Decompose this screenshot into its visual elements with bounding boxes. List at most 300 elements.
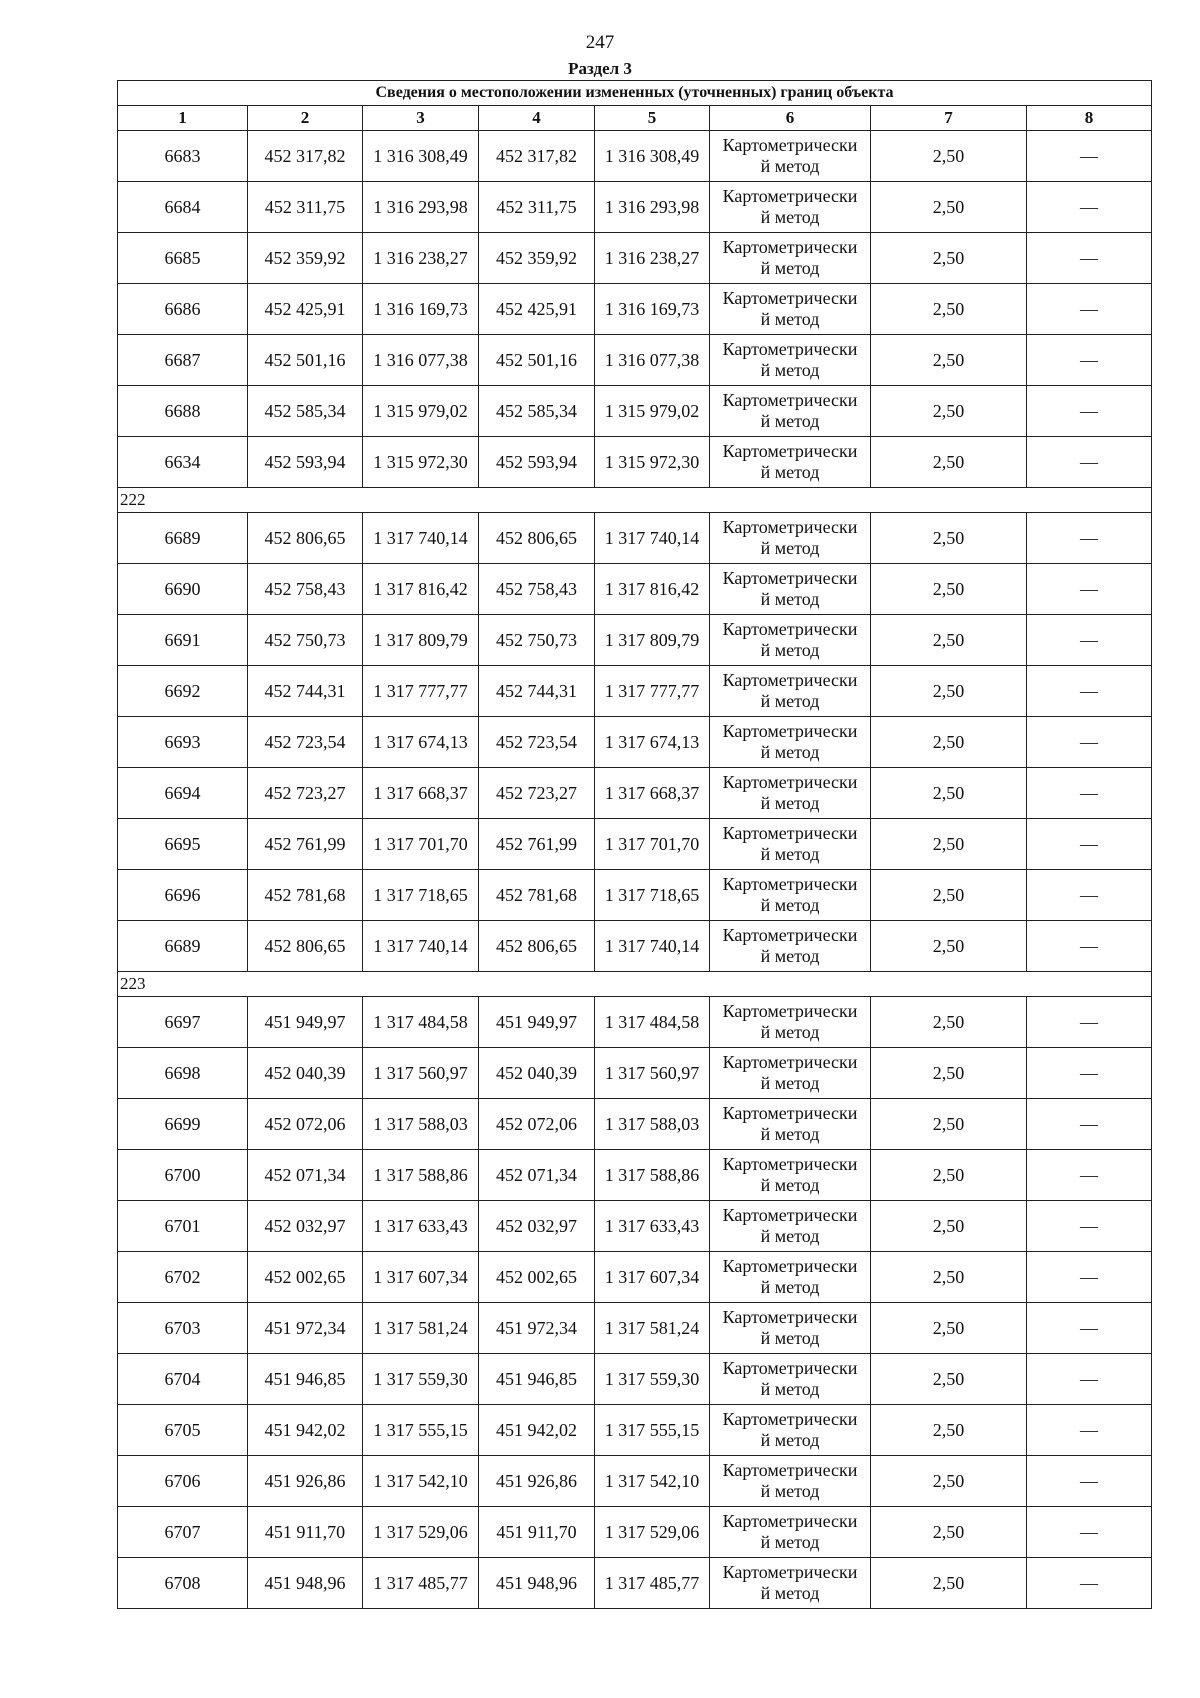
method-line: Картометрически	[722, 390, 858, 410]
table-row	[118, 233, 1152, 284]
accuracy-cell: 2,50	[871, 1099, 1027, 1150]
coord-cell: 1 317 529,06	[595, 1507, 710, 1558]
method-line: й метод	[760, 640, 820, 660]
coord-cell: 1 315 979,02	[595, 386, 710, 437]
coord-cell: 452 072,06	[248, 1099, 363, 1150]
point-number-cell: 6700	[118, 1150, 248, 1201]
column-number-3: 3	[363, 106, 479, 131]
method-cell	[710, 1507, 871, 1558]
accuracy-cell: 2,50	[871, 1456, 1027, 1507]
coord-cell: 452 359,92	[248, 233, 363, 284]
coord-cell: 451 926,86	[248, 1456, 363, 1507]
point-number-cell: 6695	[118, 819, 248, 870]
point-number-cell: 6685	[118, 233, 248, 284]
coord-cell: 452 425,91	[479, 284, 595, 335]
coord-cell: 452 723,54	[248, 717, 363, 768]
method-line: Картометрически	[722, 925, 858, 945]
coord-cell: 1 315 972,30	[595, 437, 710, 488]
point-number-cell: 6689	[118, 513, 248, 564]
coord-cell: 1 315 979,02	[363, 386, 479, 437]
accuracy-cell: 2,50	[871, 870, 1027, 921]
table-body	[118, 131, 1152, 1609]
coord-cell: 1 317 581,24	[363, 1303, 479, 1354]
column-number-7: 7	[871, 106, 1027, 131]
coord-cell: 1 317 701,70	[595, 819, 710, 870]
description-cell: —	[1027, 997, 1152, 1048]
table-row	[118, 768, 1152, 819]
accuracy-cell: 2,50	[871, 1150, 1027, 1201]
coord-cell: 1 317 588,03	[363, 1099, 479, 1150]
coord-cell: 1 317 633,43	[363, 1201, 479, 1252]
description-cell: —	[1027, 1150, 1152, 1201]
coord-cell: 452 723,54	[479, 717, 595, 768]
coord-cell: 452 311,75	[479, 182, 595, 233]
method-cell	[710, 1303, 871, 1354]
accuracy-cell: 2,50	[871, 233, 1027, 284]
coord-cell: 1 317 588,86	[363, 1150, 479, 1201]
method-line: й метод	[760, 411, 820, 431]
method-line: Картометрически	[722, 1511, 858, 1531]
coord-cell: 451 948,96	[248, 1558, 363, 1609]
table-row	[118, 615, 1152, 666]
coord-cell: 452 750,73	[248, 615, 363, 666]
table-row	[118, 1048, 1152, 1099]
coord-cell: 1 315 972,30	[363, 437, 479, 488]
description-cell: —	[1027, 870, 1152, 921]
point-number-cell: 6692	[118, 666, 248, 717]
coord-cell: 451 942,02	[479, 1405, 595, 1456]
description-cell: —	[1027, 1456, 1152, 1507]
method-line: й метод	[760, 691, 820, 711]
coord-cell: 451 946,85	[479, 1354, 595, 1405]
method-cell	[710, 768, 871, 819]
table-caption: Сведения о местоположении измененных (уточненных) границ объекта	[118, 81, 1152, 106]
column-number-2: 2	[248, 106, 363, 131]
table-row	[118, 870, 1152, 921]
method-line: Картометрически	[722, 1562, 858, 1582]
method-line: Картометрически	[722, 1205, 858, 1225]
description-cell: —	[1027, 819, 1152, 870]
description-cell: —	[1027, 768, 1152, 819]
accuracy-cell: 2,50	[871, 335, 1027, 386]
coord-cell: 1 317 816,42	[363, 564, 479, 615]
coord-cell: 451 946,85	[248, 1354, 363, 1405]
method-line: й метод	[760, 1532, 820, 1552]
coord-cell: 452 040,39	[248, 1048, 363, 1099]
description-cell: —	[1027, 615, 1152, 666]
table-row	[118, 335, 1152, 386]
method-cell	[710, 1252, 871, 1303]
coord-cell: 1 317 718,65	[595, 870, 710, 921]
coord-cell: 1 316 238,27	[595, 233, 710, 284]
coord-cell: 1 317 777,77	[363, 666, 479, 717]
method-cell	[710, 1405, 871, 1456]
point-number-cell: 6691	[118, 615, 248, 666]
coord-cell: 452 425,91	[248, 284, 363, 335]
page-number: 247	[585, 32, 615, 53]
coord-cell: 1 316 293,98	[595, 182, 710, 233]
point-number-cell: 6699	[118, 1099, 248, 1150]
point-number-cell: 6705	[118, 1405, 248, 1456]
method-line: й метод	[760, 895, 820, 915]
coord-cell: 452 585,34	[248, 386, 363, 437]
description-cell: —	[1027, 1354, 1152, 1405]
method-line: Картометрически	[722, 135, 858, 155]
coord-cell: 1 317 485,77	[363, 1558, 479, 1609]
table-row	[118, 921, 1152, 972]
coord-cell: 451 948,96	[479, 1558, 595, 1609]
table-row	[118, 819, 1152, 870]
method-cell	[710, 1558, 871, 1609]
column-number-6: 6	[710, 106, 871, 131]
accuracy-cell: 2,50	[871, 1354, 1027, 1405]
method-line: Картометрически	[722, 1154, 858, 1174]
coord-cell: 451 972,34	[479, 1303, 595, 1354]
coord-cell: 1 317 484,58	[595, 997, 710, 1048]
table-row	[118, 717, 1152, 768]
coord-cell: 452 071,34	[479, 1150, 595, 1201]
coord-cell: 452 311,75	[248, 182, 363, 233]
coord-cell: 1 317 581,24	[595, 1303, 710, 1354]
accuracy-cell: 2,50	[871, 513, 1027, 564]
coord-cell: 452 002,65	[479, 1252, 595, 1303]
coord-cell: 1 317 633,43	[595, 1201, 710, 1252]
method-line: Картометрически	[722, 1460, 858, 1480]
coord-cell: 1 317 701,70	[363, 819, 479, 870]
accuracy-cell: 2,50	[871, 437, 1027, 488]
description-cell: —	[1027, 1405, 1152, 1456]
method-line: й метод	[760, 360, 820, 380]
coord-cell: 1 317 588,86	[595, 1150, 710, 1201]
method-line: Картометрически	[722, 670, 858, 690]
accuracy-cell: 2,50	[871, 819, 1027, 870]
coord-cell: 451 911,70	[479, 1507, 595, 1558]
coord-cell: 452 744,31	[479, 666, 595, 717]
table-row	[118, 1354, 1152, 1405]
coord-cell: 1 317 816,42	[595, 564, 710, 615]
coord-cell: 452 758,43	[248, 564, 363, 615]
coord-cell: 1 317 560,97	[363, 1048, 479, 1099]
coord-cell: 1 317 674,13	[595, 717, 710, 768]
accuracy-cell: 2,50	[871, 1558, 1027, 1609]
coord-cell: 1 317 542,10	[363, 1456, 479, 1507]
column-number-row	[118, 106, 1152, 131]
description-cell: —	[1027, 131, 1152, 182]
point-number-cell: 6704	[118, 1354, 248, 1405]
method-line: й метод	[760, 1481, 820, 1501]
coord-cell: 452 593,94	[248, 437, 363, 488]
description-cell: —	[1027, 921, 1152, 972]
coord-cell: 452 750,73	[479, 615, 595, 666]
coord-cell: 451 911,70	[248, 1507, 363, 1558]
description-cell: —	[1027, 513, 1152, 564]
description-cell: —	[1027, 717, 1152, 768]
coord-cell: 1 316 293,98	[363, 182, 479, 233]
method-line: й метод	[760, 1583, 820, 1603]
method-line: Картометрически	[722, 1001, 858, 1021]
method-line: Картометрически	[722, 1358, 858, 1378]
description-cell: —	[1027, 1099, 1152, 1150]
method-line: Картометрически	[722, 1256, 858, 1276]
method-line: Картометрически	[722, 721, 858, 741]
method-line: Картометрически	[722, 823, 858, 843]
coord-cell: 1 317 607,34	[595, 1252, 710, 1303]
accuracy-cell: 2,50	[871, 615, 1027, 666]
coord-cell: 452 806,65	[248, 513, 363, 564]
table-row	[118, 513, 1152, 564]
method-cell	[710, 564, 871, 615]
contour-label: 223	[118, 972, 1152, 997]
method-line: Картометрически	[722, 1052, 858, 1072]
description-cell: —	[1027, 1558, 1152, 1609]
method-cell	[710, 615, 871, 666]
accuracy-cell: 2,50	[871, 997, 1027, 1048]
point-number-cell: 6693	[118, 717, 248, 768]
table-row	[118, 564, 1152, 615]
point-number-cell: 6686	[118, 284, 248, 335]
coord-cell: 452 032,97	[479, 1201, 595, 1252]
table-row	[118, 1405, 1152, 1456]
contour-group-row	[118, 972, 1152, 997]
coord-cell: 451 972,34	[248, 1303, 363, 1354]
table-row	[118, 1303, 1152, 1354]
method-cell	[710, 182, 871, 233]
column-number-4: 4	[479, 106, 595, 131]
accuracy-cell: 2,50	[871, 768, 1027, 819]
method-cell	[710, 819, 871, 870]
method-line: й метод	[760, 258, 820, 278]
method-cell	[710, 335, 871, 386]
description-cell: —	[1027, 386, 1152, 437]
point-number-cell: 6688	[118, 386, 248, 437]
point-number-cell: 6698	[118, 1048, 248, 1099]
coord-cell: 452 501,16	[479, 335, 595, 386]
coord-cell: 1 317 740,14	[363, 513, 479, 564]
coord-cell: 1 317 740,14	[595, 513, 710, 564]
coord-cell: 1 317 542,10	[595, 1456, 710, 1507]
column-number-1: 1	[118, 106, 248, 131]
coord-cell: 452 744,31	[248, 666, 363, 717]
coord-cell: 1 317 740,14	[363, 921, 479, 972]
method-line: Картометрически	[722, 517, 858, 537]
table-row	[118, 997, 1152, 1048]
method-line: й метод	[760, 1175, 820, 1195]
coord-cell: 1 317 740,14	[595, 921, 710, 972]
method-line: й метод	[760, 1022, 820, 1042]
coord-cell: 1 317 668,37	[595, 768, 710, 819]
method-line: й метод	[760, 156, 820, 176]
accuracy-cell: 2,50	[871, 1303, 1027, 1354]
coord-cell: 1 317 560,97	[595, 1048, 710, 1099]
table-row	[118, 666, 1152, 717]
coord-cell: 452 585,34	[479, 386, 595, 437]
coord-cell: 452 593,94	[479, 437, 595, 488]
method-cell	[710, 1456, 871, 1507]
table-row	[118, 1507, 1152, 1558]
coord-cell: 1 316 169,73	[363, 284, 479, 335]
coord-cell: 452 723,27	[248, 768, 363, 819]
table-row	[118, 1201, 1152, 1252]
coord-cell: 452 040,39	[479, 1048, 595, 1099]
coord-cell: 1 317 668,37	[363, 768, 479, 819]
coord-cell: 451 949,97	[479, 997, 595, 1048]
method-line: Картометрически	[722, 186, 858, 206]
method-line: Картометрически	[722, 619, 858, 639]
coord-cell: 452 806,65	[248, 921, 363, 972]
point-number-cell: 6697	[118, 997, 248, 1048]
table-row	[118, 437, 1152, 488]
point-number-cell: 6690	[118, 564, 248, 615]
method-cell	[710, 1201, 871, 1252]
method-line: й метод	[760, 844, 820, 864]
method-line: й метод	[760, 1124, 820, 1144]
method-cell	[710, 997, 871, 1048]
table-row	[118, 386, 1152, 437]
table-row	[118, 1099, 1152, 1150]
coord-cell: 1 316 077,38	[363, 335, 479, 386]
accuracy-cell: 2,50	[871, 921, 1027, 972]
coord-cell: 1 317 529,06	[363, 1507, 479, 1558]
description-cell: —	[1027, 1507, 1152, 1558]
coord-cell: 452 761,99	[248, 819, 363, 870]
method-cell	[710, 921, 871, 972]
method-cell	[710, 666, 871, 717]
coord-cell: 1 317 559,30	[595, 1354, 710, 1405]
method-line: й метод	[760, 1430, 820, 1450]
point-number-cell: 6707	[118, 1507, 248, 1558]
section-title: Раздел 3	[568, 59, 632, 78]
method-line: й метод	[760, 462, 820, 482]
coord-cell: 1 317 718,65	[363, 870, 479, 921]
accuracy-cell: 2,50	[871, 1201, 1027, 1252]
method-line: Картометрически	[722, 288, 858, 308]
description-cell: —	[1027, 1048, 1152, 1099]
method-cell	[710, 870, 871, 921]
description-cell: —	[1027, 666, 1152, 717]
point-number-cell: 6687	[118, 335, 248, 386]
coord-cell: 452 758,43	[479, 564, 595, 615]
accuracy-cell: 2,50	[871, 1507, 1027, 1558]
coord-cell: 452 723,27	[479, 768, 595, 819]
coord-cell: 451 942,02	[248, 1405, 363, 1456]
accuracy-cell: 2,50	[871, 386, 1027, 437]
accuracy-cell: 2,50	[871, 666, 1027, 717]
point-number-cell: 6683	[118, 131, 248, 182]
method-line: Картометрически	[722, 441, 858, 461]
accuracy-cell: 2,50	[871, 564, 1027, 615]
coord-cell: 1 317 485,77	[595, 1558, 710, 1609]
coord-cell: 1 316 238,27	[363, 233, 479, 284]
description-cell: —	[1027, 1303, 1152, 1354]
method-line: Картометрически	[722, 568, 858, 588]
coord-cell: 1 317 607,34	[363, 1252, 479, 1303]
accuracy-cell: 2,50	[871, 284, 1027, 335]
description-cell: —	[1027, 284, 1152, 335]
table-row	[118, 1558, 1152, 1609]
method-cell	[710, 1150, 871, 1201]
coord-cell: 452 761,99	[479, 819, 595, 870]
coord-cell: 1 317 484,58	[363, 997, 479, 1048]
point-number-cell: 6703	[118, 1303, 248, 1354]
coord-cell: 452 781,68	[248, 870, 363, 921]
point-number-cell: 6696	[118, 870, 248, 921]
method-line: й метод	[760, 1226, 820, 1246]
coord-cell: 452 501,16	[248, 335, 363, 386]
accuracy-cell: 2,50	[871, 717, 1027, 768]
point-number-cell: 6706	[118, 1456, 248, 1507]
method-line: й метод	[760, 1277, 820, 1297]
method-cell	[710, 1354, 871, 1405]
method-line: й метод	[760, 1379, 820, 1399]
coord-cell: 452 317,82	[248, 131, 363, 182]
method-cell	[710, 717, 871, 768]
coord-cell: 1 316 308,49	[363, 131, 479, 182]
point-number-cell: 6708	[118, 1558, 248, 1609]
method-cell	[710, 1048, 871, 1099]
contour-group-row	[118, 488, 1152, 513]
table-row	[118, 131, 1152, 182]
method-line: й метод	[760, 793, 820, 813]
method-line: Картометрически	[722, 339, 858, 359]
accuracy-cell: 2,50	[871, 1405, 1027, 1456]
coord-cell: 1 317 555,15	[363, 1405, 479, 1456]
method-cell	[710, 437, 871, 488]
description-cell: —	[1027, 1201, 1152, 1252]
coord-cell: 452 317,82	[479, 131, 595, 182]
method-line: й метод	[760, 309, 820, 329]
coord-cell: 451 949,97	[248, 997, 363, 1048]
method-line: Картометрически	[722, 1409, 858, 1429]
coord-cell: 452 002,65	[248, 1252, 363, 1303]
table-caption-row	[118, 81, 1152, 106]
method-line: й метод	[760, 207, 820, 227]
method-line: й метод	[760, 1073, 820, 1093]
contour-label: 222	[118, 488, 1152, 513]
coord-cell: 1 316 169,73	[595, 284, 710, 335]
table-row	[118, 1456, 1152, 1507]
method-line: Картометрически	[722, 237, 858, 257]
point-number-cell: 6702	[118, 1252, 248, 1303]
coordinates-table	[117, 80, 1152, 1609]
method-cell	[710, 1099, 871, 1150]
coord-cell: 1 316 308,49	[595, 131, 710, 182]
method-line: й метод	[760, 1328, 820, 1348]
method-cell	[710, 233, 871, 284]
table-row	[118, 182, 1152, 233]
coord-cell: 452 781,68	[479, 870, 595, 921]
table-row	[118, 1252, 1152, 1303]
coord-cell: 452 806,65	[479, 921, 595, 972]
coord-cell: 452 032,97	[248, 1201, 363, 1252]
method-line: й метод	[760, 589, 820, 609]
accuracy-cell: 2,50	[871, 182, 1027, 233]
coord-cell: 451 926,86	[479, 1456, 595, 1507]
coord-cell: 1 317 588,03	[595, 1099, 710, 1150]
coord-cell: 1 317 559,30	[363, 1354, 479, 1405]
point-number-cell: 6689	[118, 921, 248, 972]
method-line: Картометрически	[722, 772, 858, 792]
coord-cell: 452 071,34	[248, 1150, 363, 1201]
accuracy-cell: 2,50	[871, 1252, 1027, 1303]
coord-cell: 1 317 809,79	[363, 615, 479, 666]
point-number-cell: 6694	[118, 768, 248, 819]
point-number-cell: 6684	[118, 182, 248, 233]
table-row	[118, 1150, 1152, 1201]
method-line: Картометрически	[722, 1103, 858, 1123]
accuracy-cell: 2,50	[871, 131, 1027, 182]
description-cell: —	[1027, 233, 1152, 284]
method-line: Картометрически	[722, 874, 858, 894]
